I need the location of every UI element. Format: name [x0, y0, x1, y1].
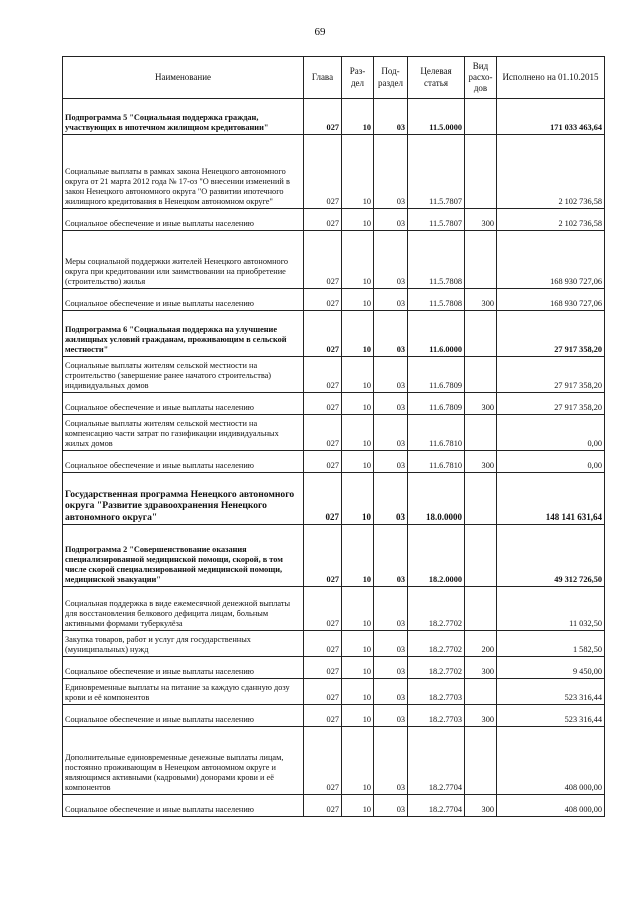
row-razdel: 10 [342, 357, 374, 393]
row-executed: 2 102 736,58 [497, 135, 605, 209]
row-podrazdel: 03 [374, 393, 408, 415]
row-razdel: 10 [342, 525, 374, 587]
row-razdel: 10 [342, 705, 374, 727]
row-executed: 1 582,50 [497, 631, 605, 657]
row-target: 11.6.0000 [408, 311, 465, 357]
row-executed: 27 917 358,20 [497, 357, 605, 393]
row-glava: 027 [304, 311, 342, 357]
row-glava: 027 [304, 415, 342, 451]
row-target: 11.5.7808 [408, 289, 465, 311]
row-vid: 300 [465, 209, 497, 231]
row-target: 18.2.7704 [408, 795, 465, 817]
row-podrazdel: 03 [374, 357, 408, 393]
table-row [63, 705, 605, 727]
row-glava: 027 [304, 473, 342, 525]
row-podrazdel: 03 [374, 451, 408, 473]
row-glava: 027 [304, 357, 342, 393]
row-podrazdel: 03 [374, 525, 408, 587]
row-target: 11.5.7807 [408, 209, 465, 231]
row-podrazdel: 03 [374, 415, 408, 451]
row-glava: 027 [304, 99, 342, 135]
row-name: Социальные выплаты жителям сельской местности на компенсацию части затрат по газификации индивидуальных жилых домов [63, 415, 304, 451]
row-vid [465, 727, 497, 795]
row-vid [465, 231, 497, 289]
table-row [63, 99, 605, 135]
table-row [63, 631, 605, 657]
row-target: 18.0.0000 [408, 473, 465, 525]
header-glava: Глава [304, 57, 342, 99]
row-executed: 523 316,44 [497, 679, 605, 705]
row-vid [465, 415, 497, 451]
row-vid: 300 [465, 705, 497, 727]
row-glava: 027 [304, 525, 342, 587]
row-glava: 027 [304, 705, 342, 727]
row-target: 11.6.7810 [408, 451, 465, 473]
row-name: Социальное обеспечение и иные выплаты населению [63, 209, 304, 231]
row-razdel: 10 [342, 209, 374, 231]
row-name: Единовременные выплаты на питание за каждую сданную дозу крови и её компонентов [63, 679, 304, 705]
row-podrazdel: 03 [374, 289, 408, 311]
row-razdel: 10 [342, 415, 374, 451]
row-target: 18.2.7702 [408, 587, 465, 631]
row-name: Социальное обеспечение и иные выплаты населению [63, 393, 304, 415]
row-vid: 300 [465, 451, 497, 473]
row-executed: 27 917 358,20 [497, 311, 605, 357]
row-target: 11.5.0000 [408, 99, 465, 135]
row-name: Подпрограмма 5 "Социальная поддержка граждан, участвующих в ипотечном жилищном кредитовании" [63, 99, 304, 135]
row-executed: 148 141 631,64 [497, 473, 605, 525]
row-glava: 027 [304, 657, 342, 679]
table-row [63, 679, 605, 705]
table-row [63, 727, 605, 795]
row-target: 18.2.7704 [408, 727, 465, 795]
row-razdel: 10 [342, 451, 374, 473]
row-target: 18.2.7702 [408, 631, 465, 657]
row-executed: 168 930 727,06 [497, 231, 605, 289]
row-executed: 168 930 727,06 [497, 289, 605, 311]
table-row [63, 473, 605, 525]
row-executed: 171 033 463,64 [497, 99, 605, 135]
row-target: 11.5.7807 [408, 135, 465, 209]
table-row [63, 657, 605, 679]
row-razdel: 10 [342, 657, 374, 679]
table-row [63, 415, 605, 451]
row-executed: 11 032,50 [497, 587, 605, 631]
row-vid [465, 357, 497, 393]
row-podrazdel: 03 [374, 795, 408, 817]
row-glava: 027 [304, 289, 342, 311]
row-razdel: 10 [342, 231, 374, 289]
row-razdel: 10 [342, 99, 374, 135]
row-executed: 0,00 [497, 415, 605, 451]
row-name: Подпрограмма 6 "Социальная поддержка на улучшение жилищных условий гражданам, проживающим в сельской местности" [63, 311, 304, 357]
row-glava: 027 [304, 209, 342, 231]
row-glava: 027 [304, 393, 342, 415]
row-name: Закупка товаров, работ и услуг для государственных (муниципальных) нужд [63, 631, 304, 657]
row-name: Социальное обеспечение и иные выплаты населению [63, 289, 304, 311]
row-razdel: 10 [342, 795, 374, 817]
row-vid: 200 [465, 631, 497, 657]
row-vid: 300 [465, 289, 497, 311]
row-executed: 27 917 358,20 [497, 393, 605, 415]
header-executed: Исполнено на 01.10.2015 [497, 57, 605, 99]
row-razdel: 10 [342, 631, 374, 657]
row-razdel: 10 [342, 289, 374, 311]
row-target: 18.2.0000 [408, 525, 465, 587]
row-target: 11.5.7808 [408, 231, 465, 289]
table-row [63, 231, 605, 289]
row-glava: 027 [304, 587, 342, 631]
row-razdel: 10 [342, 587, 374, 631]
header-vid: Вид расхо-дов [465, 57, 497, 99]
row-vid [465, 587, 497, 631]
row-glava: 027 [304, 795, 342, 817]
row-podrazdel: 03 [374, 587, 408, 631]
row-name: Социальное обеспечение и иные выплаты населению [63, 451, 304, 473]
row-razdel: 10 [342, 311, 374, 357]
row-glava: 027 [304, 451, 342, 473]
row-razdel: 10 [342, 727, 374, 795]
page-number: 69 [314, 26, 326, 38]
row-vid [465, 679, 497, 705]
row-vid: 300 [465, 657, 497, 679]
table-row [63, 393, 605, 415]
row-glava: 027 [304, 135, 342, 209]
row-podrazdel: 03 [374, 473, 408, 525]
row-podrazdel: 03 [374, 99, 408, 135]
row-name: Меры социальной поддержки жителей Ненецкого автономного округа при кредитовании или заимствовании на приобретение (строительство) жилья [63, 231, 304, 289]
row-target: 11.6.7809 [408, 357, 465, 393]
row-name: Подпрограмма 2 "Совершенствование оказания специализированной медицинской помощи, скорой, в том числе скорой специализированной медицинской помощи, медицинской эвакуации" [63, 525, 304, 587]
table-body [63, 99, 605, 817]
row-glava: 027 [304, 631, 342, 657]
row-name: Социальное обеспечение и иные выплаты населению [63, 657, 304, 679]
row-podrazdel: 03 [374, 657, 408, 679]
row-executed: 2 102 736,58 [497, 209, 605, 231]
row-target: 18.2.7703 [408, 705, 465, 727]
row-podrazdel: 03 [374, 231, 408, 289]
table-header [63, 57, 605, 99]
row-executed: 523 316,44 [497, 705, 605, 727]
row-vid [465, 473, 497, 525]
row-glava: 027 [304, 679, 342, 705]
row-vid [465, 525, 497, 587]
row-vid: 300 [465, 795, 497, 817]
row-glava: 027 [304, 727, 342, 795]
row-name: Социальное обеспечение и иные выплаты населению [63, 795, 304, 817]
row-executed: 408 000,00 [497, 795, 605, 817]
row-vid [465, 99, 497, 135]
row-podrazdel: 03 [374, 679, 408, 705]
row-vid [465, 135, 497, 209]
row-target: 18.2.7703 [408, 679, 465, 705]
row-name: Государственная программа Ненецкого автономного округа "Развитие здравоохранения Ненецкого автономного округа" [63, 473, 304, 525]
row-target: 11.6.7809 [408, 393, 465, 415]
row-razdel: 10 [342, 679, 374, 705]
row-name: Социальное обеспечение и иные выплаты населению [63, 705, 304, 727]
row-executed: 9 450,00 [497, 657, 605, 679]
row-vid: 300 [465, 393, 497, 415]
row-name: Дополнительные единовременные денежные выплаты лицам, постоянно проживающим в Ненецком автономном округе и являющимся активными (кадровыми) донорами крови и её компонентов [63, 727, 304, 795]
row-vid [465, 311, 497, 357]
row-executed: 0,00 [497, 451, 605, 473]
table-row [63, 311, 605, 357]
header-target: Целевая статья [408, 57, 465, 99]
table-row [63, 289, 605, 311]
table-row [63, 135, 605, 209]
table-row [63, 795, 605, 817]
row-podrazdel: 03 [374, 727, 408, 795]
table-row [63, 209, 605, 231]
table-row [63, 525, 605, 587]
row-name: Социальные выплаты жителям сельской местности на строительство (завершение ранее начатого строительства) индивидуальных домов [63, 357, 304, 393]
table-row [63, 587, 605, 631]
row-target: 18.2.7702 [408, 657, 465, 679]
table-row [63, 357, 605, 393]
row-razdel: 10 [342, 393, 374, 415]
row-podrazdel: 03 [374, 705, 408, 727]
row-target: 11.6.7810 [408, 415, 465, 451]
table-row [63, 451, 605, 473]
row-name: Социальные выплаты в рамках закона Ненецкого автономного округа от 21 марта 2012 года № 17-оз "О внесении изменений в закон Ненецкого автономного округа "О развитии ипотечного жилищного кредитования в Ненецком автономном округе" [63, 135, 304, 209]
row-razdel: 10 [342, 135, 374, 209]
row-razdel: 10 [342, 473, 374, 525]
row-executed: 49 312 726,50 [497, 525, 605, 587]
header-razdel: Раз-дел [342, 57, 374, 99]
row-glava: 027 [304, 231, 342, 289]
row-name: Социальная поддержка в виде ежемесячной денежной выплаты для восстановления белкового дефицита лицам, больным активными формами туберкулёза [63, 587, 304, 631]
row-podrazdel: 03 [374, 135, 408, 209]
row-podrazdel: 03 [374, 311, 408, 357]
header-name: Наименование [63, 57, 304, 99]
row-podrazdel: 03 [374, 209, 408, 231]
row-podrazdel: 03 [374, 631, 408, 657]
row-executed: 408 000,00 [497, 727, 605, 795]
budget-table [62, 56, 605, 817]
header-podrazdel: Под-раздел [374, 57, 408, 99]
